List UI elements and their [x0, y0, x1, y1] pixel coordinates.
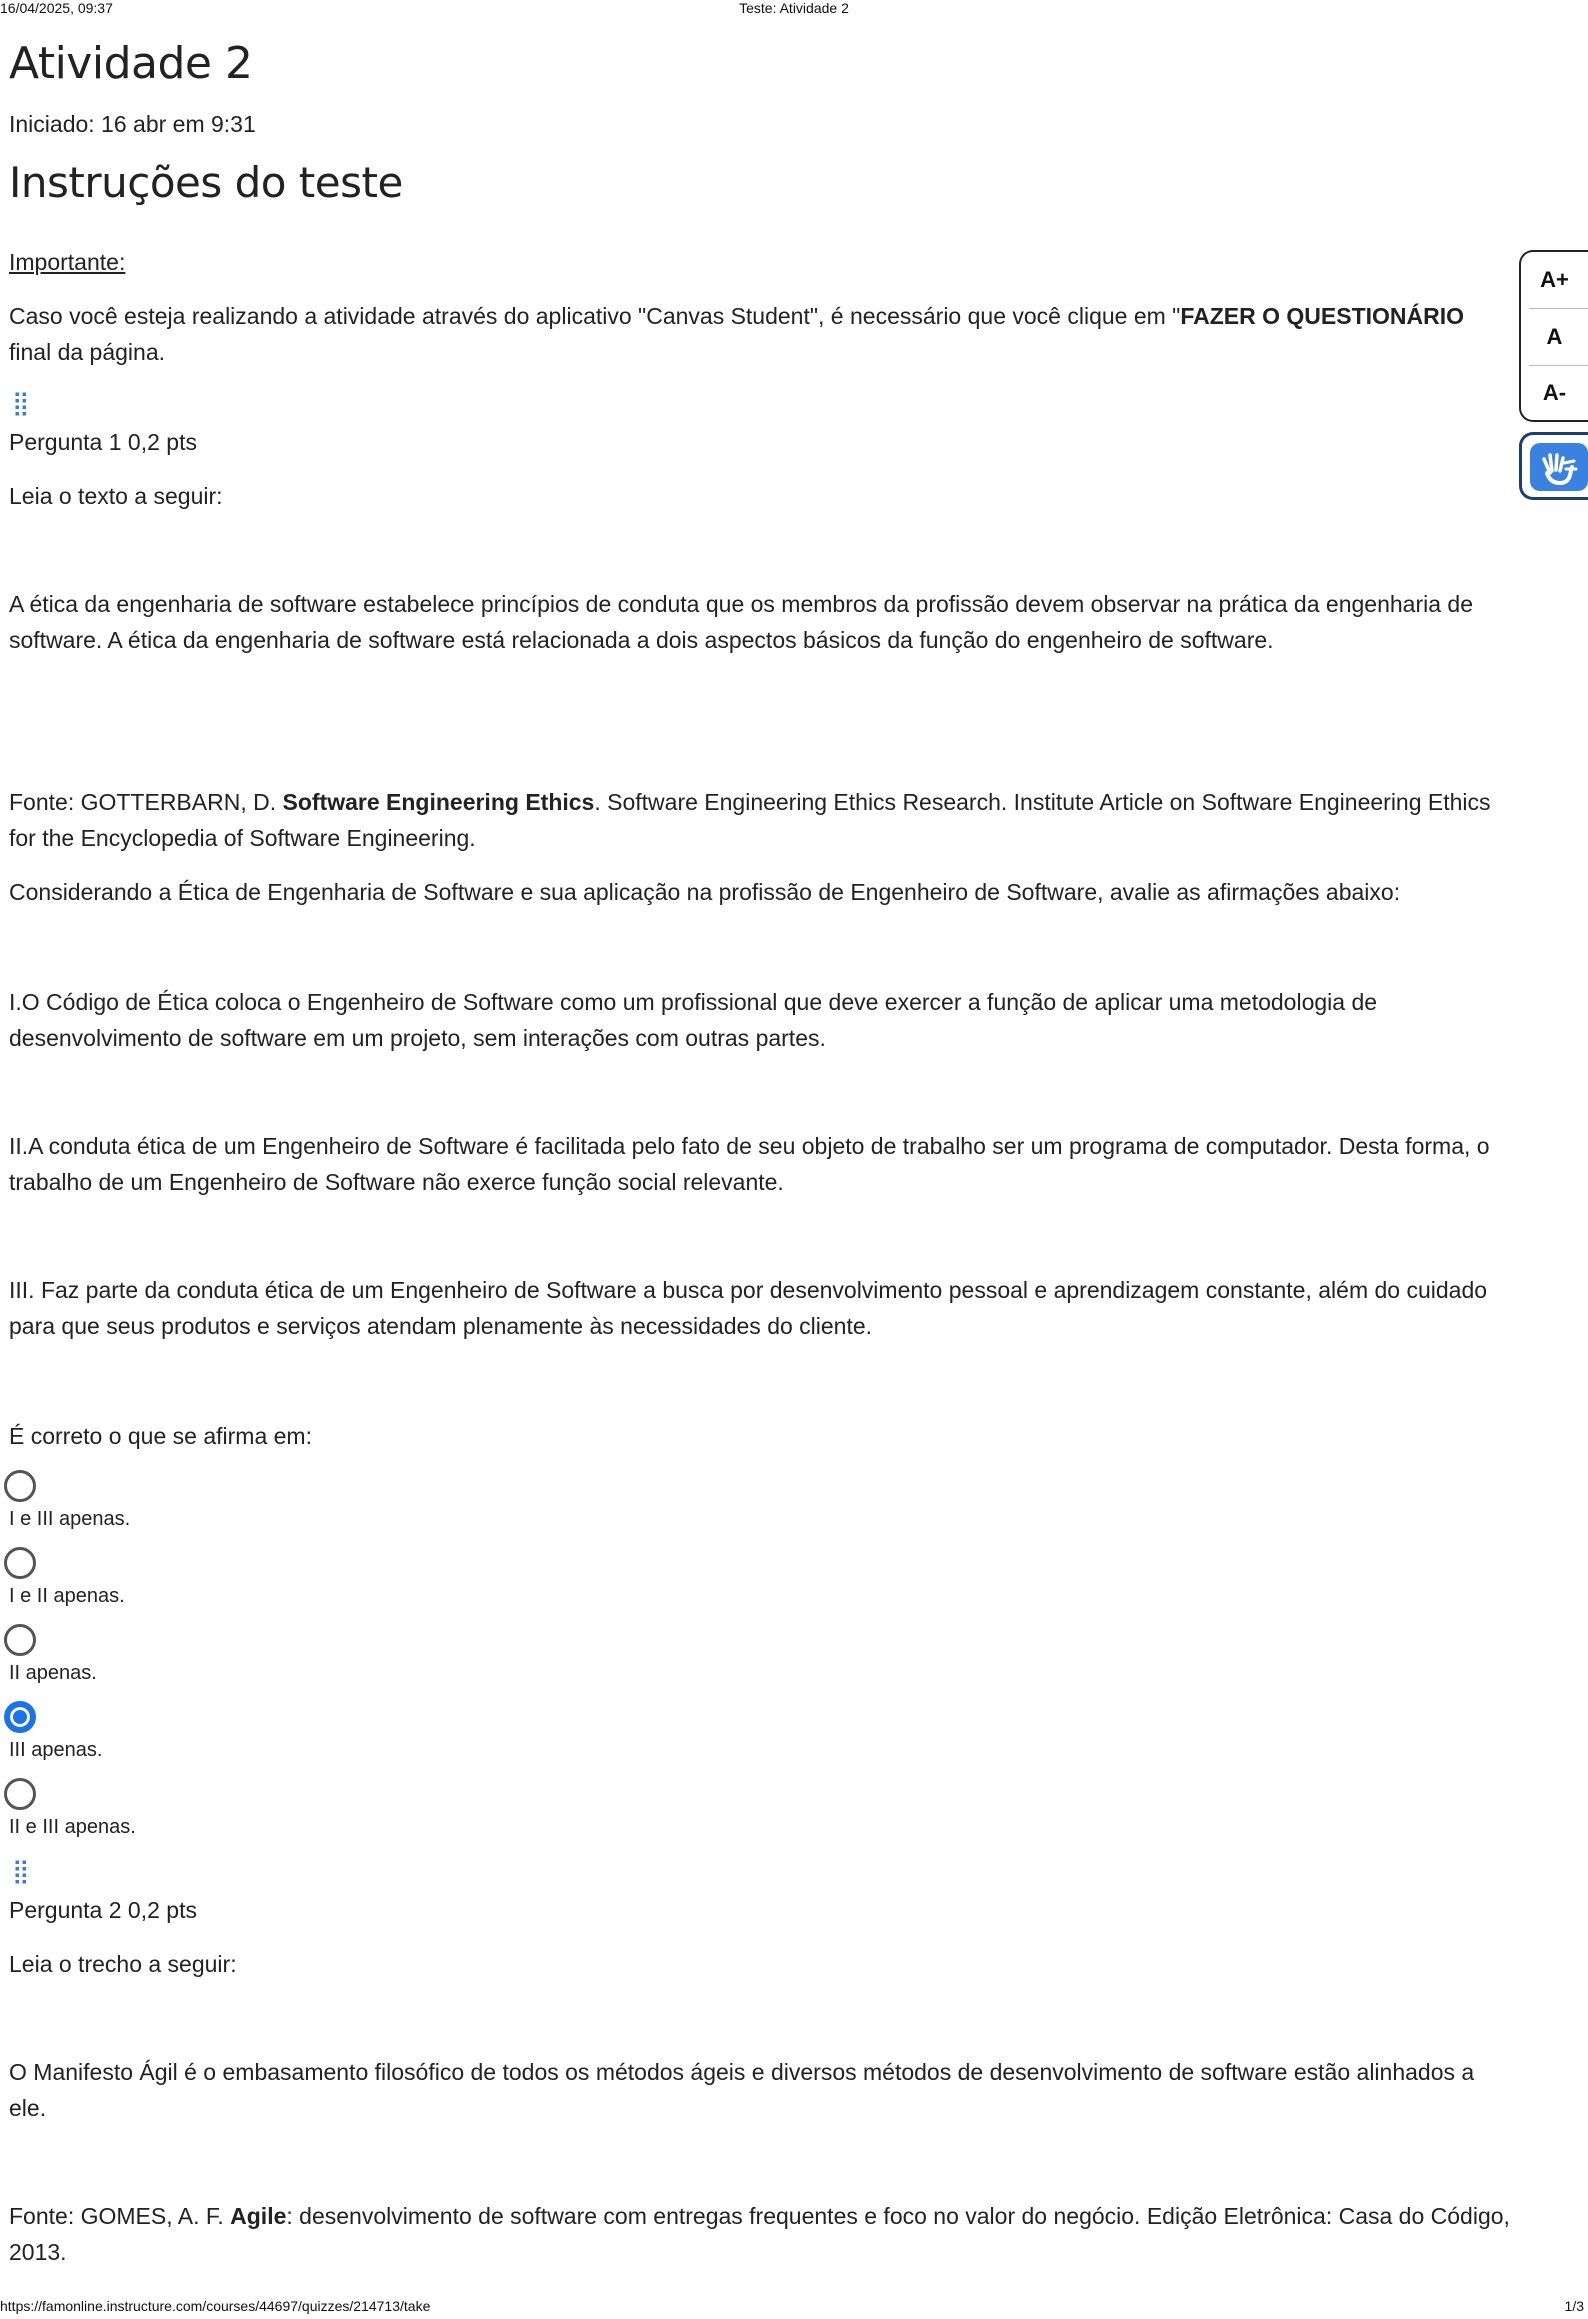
statement-line: trabalho de um Engenheiro de Software não exerce função social relevante. [9, 1169, 784, 1195]
print-footer [0, 2298, 1588, 2318]
answer-label[interactable]: I e III apenas. [9, 1508, 131, 1530]
instructions-heading: Instruções do teste [9, 158, 403, 207]
answer-label[interactable]: III apenas. [9, 1739, 103, 1761]
question-intro: Leia o trecho a seguir: [9, 1951, 237, 1977]
font-size-widget [1519, 250, 1588, 422]
question-header: Pergunta 1 0,2 pts [9, 429, 197, 455]
statement-line: desenvolvimento de software em um projeto, sem interações com outras partes. [9, 1025, 826, 1051]
print-header [0, 0, 1588, 18]
question-prompt: Considerando a Ética de Engenharia de Software e sua aplicação na profissão de Engenheiro de Software, avalie as afirmações abaixo: [9, 879, 1401, 905]
source-citation: Fonte: GOMES, A. F. Agile: desenvolvimento de software com entregas frequentes e foco no valor do negócio. Edição Eletrônica: Casa do Código, [9, 2203, 1510, 2229]
quiz-started: Iniciado: 16 abr em 9:31 [9, 111, 256, 137]
drag-handle-icon[interactable]: ⣿ [12, 1858, 28, 1885]
passage-line: A ética da engenharia de software estabelece princípios de conduta que os membros da profissão devem observar na prática da engenharia de [9, 591, 1473, 617]
statement-line: I.O Código de Ética coloca o Engenheiro de Software como um profissional que deve exercer a função de aplicar uma metodologia de [9, 989, 1378, 1015]
important-label: Importante: [9, 249, 126, 275]
source-citation-line2: 2013. [9, 2239, 67, 2265]
passage-line: software. A ética da engenharia de software está relacionada a dois aspectos básicos da função do engenheiro de software. [9, 627, 1274, 653]
answer-label[interactable]: II apenas. [9, 1662, 97, 1684]
question-intro: Leia o texto a seguir: [9, 483, 223, 509]
answer-radio-3[interactable] [4, 1624, 36, 1656]
quiz-title: Atividade 2 [9, 38, 253, 89]
answer-radio-1[interactable] [4, 1470, 36, 1502]
instruction-text: Caso você esteja realizando a atividade através do aplicativo "Canvas Student", é necessário que você clique em "FAZER O QUESTIONÁRIO [9, 303, 1465, 329]
statement-line: II.A conduta ética de um Engenheiro de Software é facilitada pelo fato de seu objeto de trabalho ser um programa de computador. Desta forma, o [9, 1133, 1490, 1159]
statement-line: para que seus produtos e serviços atendam plenamente às necessidades do cliente. [9, 1313, 873, 1339]
drag-handle-icon[interactable]: ⣿ [12, 390, 28, 417]
print-url: https://famonline.instructure.com/courses/44697/quizzes/214713/take [0, 2298, 431, 2314]
print-page-number: 1/3 [1564, 2298, 1584, 2314]
answer-label[interactable]: I e II apenas. [9, 1585, 125, 1607]
font-increase-button[interactable]: A+ [1540, 267, 1569, 292]
answer-label[interactable]: II e III apenas. [9, 1816, 136, 1838]
source-citation: Fonte: GOTTERBARN, D. Software Engineering Ethics. Software Engineering Ethics Research. Institute Article on Software Engineering Ethics [9, 789, 1491, 815]
question-header: Pergunta 2 0,2 pts [9, 1897, 197, 1923]
answer-radio-2[interactable] [4, 1547, 36, 1579]
font-normal-button[interactable]: A [1546, 324, 1563, 349]
font-decrease-button[interactable]: A- [1542, 380, 1567, 405]
question-text: É correto o que se afirma em: [9, 1423, 312, 1449]
passage-line: ele. [9, 2095, 47, 2121]
answer-radio-5[interactable] [4, 1778, 36, 1810]
print-page-title: Teste: Atividade 2 [739, 0, 849, 16]
answer-radio-4-selected[interactable] [4, 1701, 36, 1733]
instruction-text-line2: final da página. [9, 339, 166, 365]
source-citation-line2: for the Encyclopedia of Software Engineering. [9, 825, 476, 851]
passage-line: O Manifesto Ágil é o embasamento filosófico de todos os métodos ágeis e diversos métodos de desenvolvimento de software estão alinhados a [9, 2059, 1475, 2085]
print-datetime: 16/04/2025, 09:37 [0, 0, 113, 16]
statement-line: III. Faz parte da conduta ética de um Engenheiro de Software a busca por desenvolvimento pessoal e aprendizagem constante, além do cuidado [9, 1277, 1488, 1303]
